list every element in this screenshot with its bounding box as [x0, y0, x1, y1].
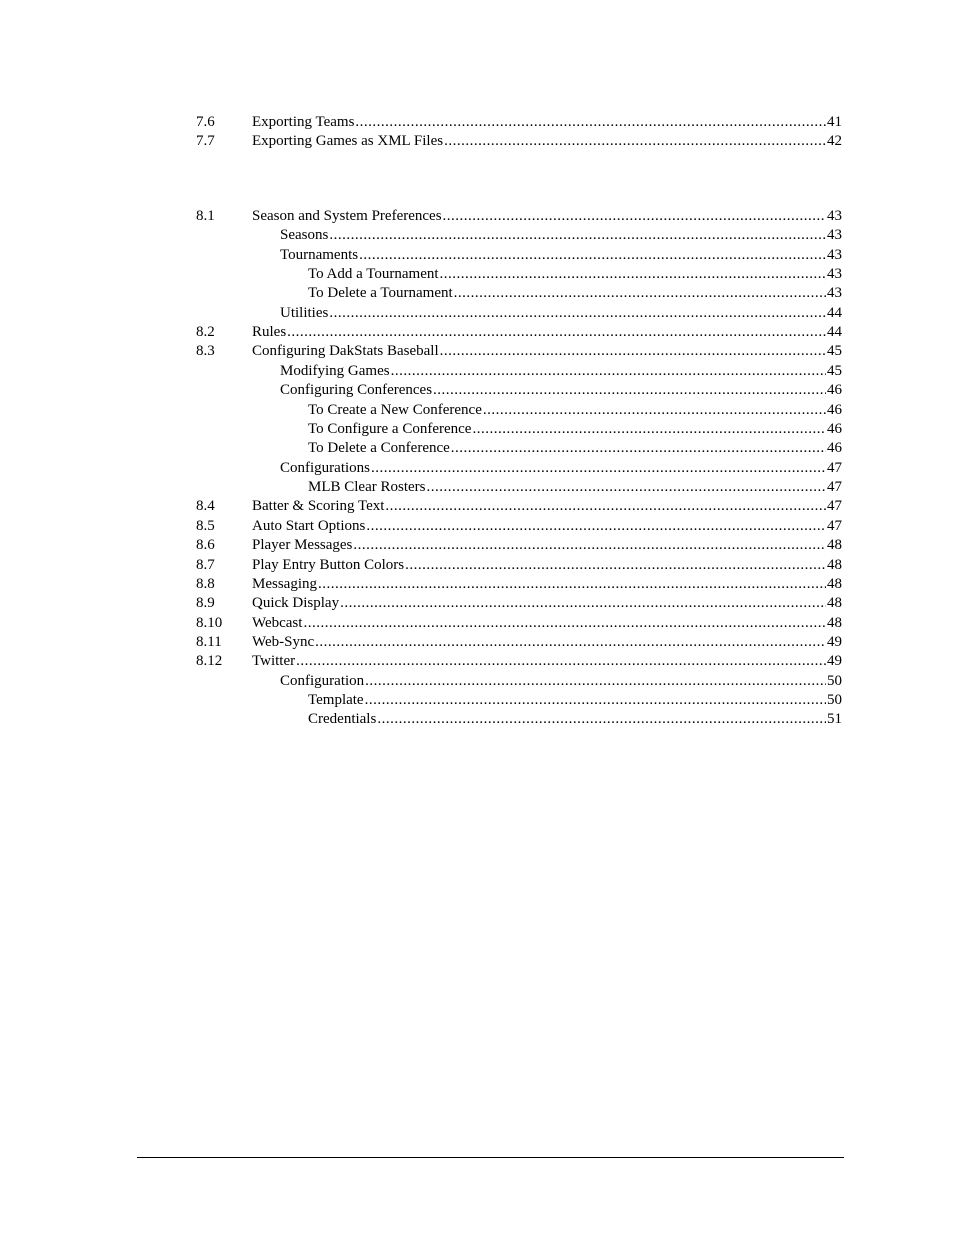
toc-entry-title: Auto Start Options	[252, 518, 366, 534]
dot-leader	[329, 304, 826, 324]
toc-entry-page: 43	[827, 208, 842, 224]
toc-entry[interactable]	[252, 323, 842, 343]
toc-entry-page: 44	[827, 305, 842, 321]
toc-entry-title: Rules	[252, 324, 287, 340]
toc-entry-page: 45	[827, 363, 842, 379]
toc-entry-title: Webcast	[252, 615, 303, 631]
toc-entry-title: Configuring Conferences	[280, 382, 433, 398]
toc-entry-page: 46	[827, 440, 842, 456]
toc-entry-page: 43	[827, 266, 842, 282]
dot-leader	[359, 246, 826, 266]
dot-leader	[443, 207, 826, 227]
toc-entry-page: 47	[827, 479, 842, 495]
toc-entry[interactable]	[280, 304, 842, 324]
toc-entry-title: Season and System Preferences	[252, 208, 442, 224]
toc-entry-page: 42	[827, 133, 842, 149]
toc-entry[interactable]	[252, 342, 842, 362]
toc-entry-title: Utilities	[280, 305, 329, 321]
toc-entry[interactable]	[280, 226, 842, 246]
toc-entry[interactable]	[252, 614, 842, 634]
toc-entry[interactable]	[308, 284, 842, 304]
dot-leader	[355, 113, 826, 133]
toc-entry-number: 7.7	[196, 133, 215, 149]
toc-entry[interactable]	[280, 672, 842, 692]
toc-entry-page: 47	[827, 498, 842, 514]
dot-leader	[377, 710, 826, 730]
toc-entry-title: Batter & Scoring Text	[252, 498, 385, 514]
toc-entry-page: 51	[827, 711, 842, 727]
toc-entry-page: 49	[827, 634, 842, 650]
dot-leader	[315, 633, 826, 653]
dot-leader	[433, 381, 826, 401]
dot-leader	[365, 672, 826, 692]
toc-entry-page: 46	[827, 382, 842, 398]
toc-entry-page: 43	[827, 285, 842, 301]
toc-entry-title: Tournaments	[280, 247, 359, 263]
toc-entry-title: Configurations	[280, 460, 370, 476]
toc-entry-page: 48	[827, 615, 842, 631]
toc-entry[interactable]	[308, 439, 842, 459]
toc-entry-number: 8.4	[196, 498, 215, 514]
toc-entry-title: MLB Clear Rosters	[308, 479, 426, 495]
toc-entry-title: To Add a Tournament	[308, 266, 439, 282]
toc-entry-title: Template	[308, 692, 364, 708]
toc-entry-title: Player Messages	[252, 537, 353, 553]
toc-entry-page: 48	[827, 595, 842, 611]
dot-leader	[371, 459, 826, 479]
toc-entry[interactable]	[252, 517, 842, 537]
toc-entry-title: Quick Display	[252, 595, 340, 611]
toc-entry[interactable]	[308, 710, 842, 730]
toc-entry-page: 48	[827, 537, 842, 553]
toc-entry-number: 8.8	[196, 576, 215, 592]
dot-leader	[427, 478, 827, 498]
dot-leader	[440, 342, 826, 362]
toc-entry[interactable]	[252, 556, 842, 576]
toc-entry-number: 8.7	[196, 557, 215, 573]
toc-entry-number: 8.6	[196, 537, 215, 553]
toc-entry-title: Modifying Games	[280, 363, 390, 379]
dot-leader	[385, 497, 826, 517]
toc-entry-title: To Delete a Conference	[308, 440, 450, 456]
toc-entry-page: 46	[827, 402, 842, 418]
toc-entry-page: 47	[827, 518, 842, 534]
toc-entry[interactable]	[252, 575, 842, 595]
toc-entry[interactable]	[252, 497, 842, 517]
dot-leader	[483, 401, 826, 421]
toc-entry-page: 48	[827, 557, 842, 573]
toc-entry-number: 8.9	[196, 595, 215, 611]
toc-entry-title: Configuration	[280, 673, 365, 689]
dot-leader	[391, 362, 826, 382]
toc-entry-page: 41	[827, 114, 842, 130]
toc-entry-title: To Delete a Tournament	[308, 285, 453, 301]
toc-entry-number: 8.3	[196, 343, 215, 359]
dot-leader	[405, 556, 826, 576]
toc-entry-number: 8.10	[196, 615, 223, 631]
toc-entry-title: Twitter	[252, 653, 296, 669]
dot-leader	[287, 323, 826, 343]
toc-entry-title: Web-Sync	[252, 634, 315, 650]
toc-entry-title: To Configure a Conference	[308, 421, 472, 437]
toc-entry-title: Credentials	[308, 711, 377, 727]
footer-rule	[137, 1157, 844, 1158]
toc-entry[interactable]	[280, 459, 842, 479]
toc-entry[interactable]	[308, 265, 842, 285]
dot-leader	[296, 652, 826, 672]
toc-entry-number: 8.1	[196, 208, 215, 224]
toc-entry[interactable]	[252, 652, 842, 672]
toc-entry-page: 47	[827, 460, 842, 476]
dot-leader	[303, 614, 826, 634]
toc-entry[interactable]	[308, 691, 842, 711]
toc-entry[interactable]	[252, 113, 842, 133]
toc-entry-title: Exporting Teams	[252, 114, 355, 130]
toc-entry-number: 8.12	[196, 653, 223, 669]
dot-leader	[365, 691, 826, 711]
toc-entry-number: 8.5	[196, 518, 215, 534]
toc-entry-title: Configuring DakStats Baseball	[252, 343, 439, 359]
toc-entry-page: 50	[827, 673, 842, 689]
toc-entry-page: 43	[827, 247, 842, 263]
dot-leader	[318, 575, 826, 595]
dot-leader	[329, 226, 826, 246]
toc-entry[interactable]	[280, 381, 842, 401]
toc-entry-page: 50	[827, 692, 842, 708]
toc-entry-number: 8.11	[196, 634, 222, 650]
toc-entry[interactable]	[252, 633, 842, 653]
dot-leader	[340, 594, 826, 614]
toc-entry-title: Seasons	[280, 227, 329, 243]
toc-entry-page: 45	[827, 343, 842, 359]
dot-leader	[440, 265, 826, 285]
toc-entry-number: 8.2	[196, 324, 215, 340]
toc-entry[interactable]	[252, 536, 842, 556]
toc-entry[interactable]	[308, 420, 842, 440]
dot-leader	[451, 439, 826, 459]
dot-leader	[454, 284, 826, 304]
toc-entry[interactable]	[252, 132, 842, 152]
toc-entry[interactable]	[280, 362, 842, 382]
toc-entry-page: 48	[827, 576, 842, 592]
toc-entry-page: 43	[827, 227, 842, 243]
toc-entry[interactable]	[252, 207, 842, 227]
dot-leader	[444, 132, 826, 152]
dot-leader	[472, 420, 826, 440]
dot-leader	[353, 536, 826, 556]
toc-entry-number: 7.6	[196, 114, 215, 130]
toc-entry[interactable]	[308, 401, 842, 421]
toc-entry[interactable]	[308, 478, 842, 498]
toc-entry-page: 49	[827, 653, 842, 669]
dot-leader	[366, 517, 826, 537]
toc-entry-page: 46	[827, 421, 842, 437]
toc-entry-title: Messaging	[252, 576, 317, 592]
toc-entry-page: 44	[827, 324, 842, 340]
toc-entry-title: Play Entry Button Colors	[252, 557, 405, 573]
toc-entry[interactable]	[280, 246, 842, 266]
toc-entry-title: Exporting Games as XML Files	[252, 133, 444, 149]
toc-entry[interactable]	[252, 594, 842, 614]
toc-entry-title: To Create a New Conference	[308, 402, 482, 418]
